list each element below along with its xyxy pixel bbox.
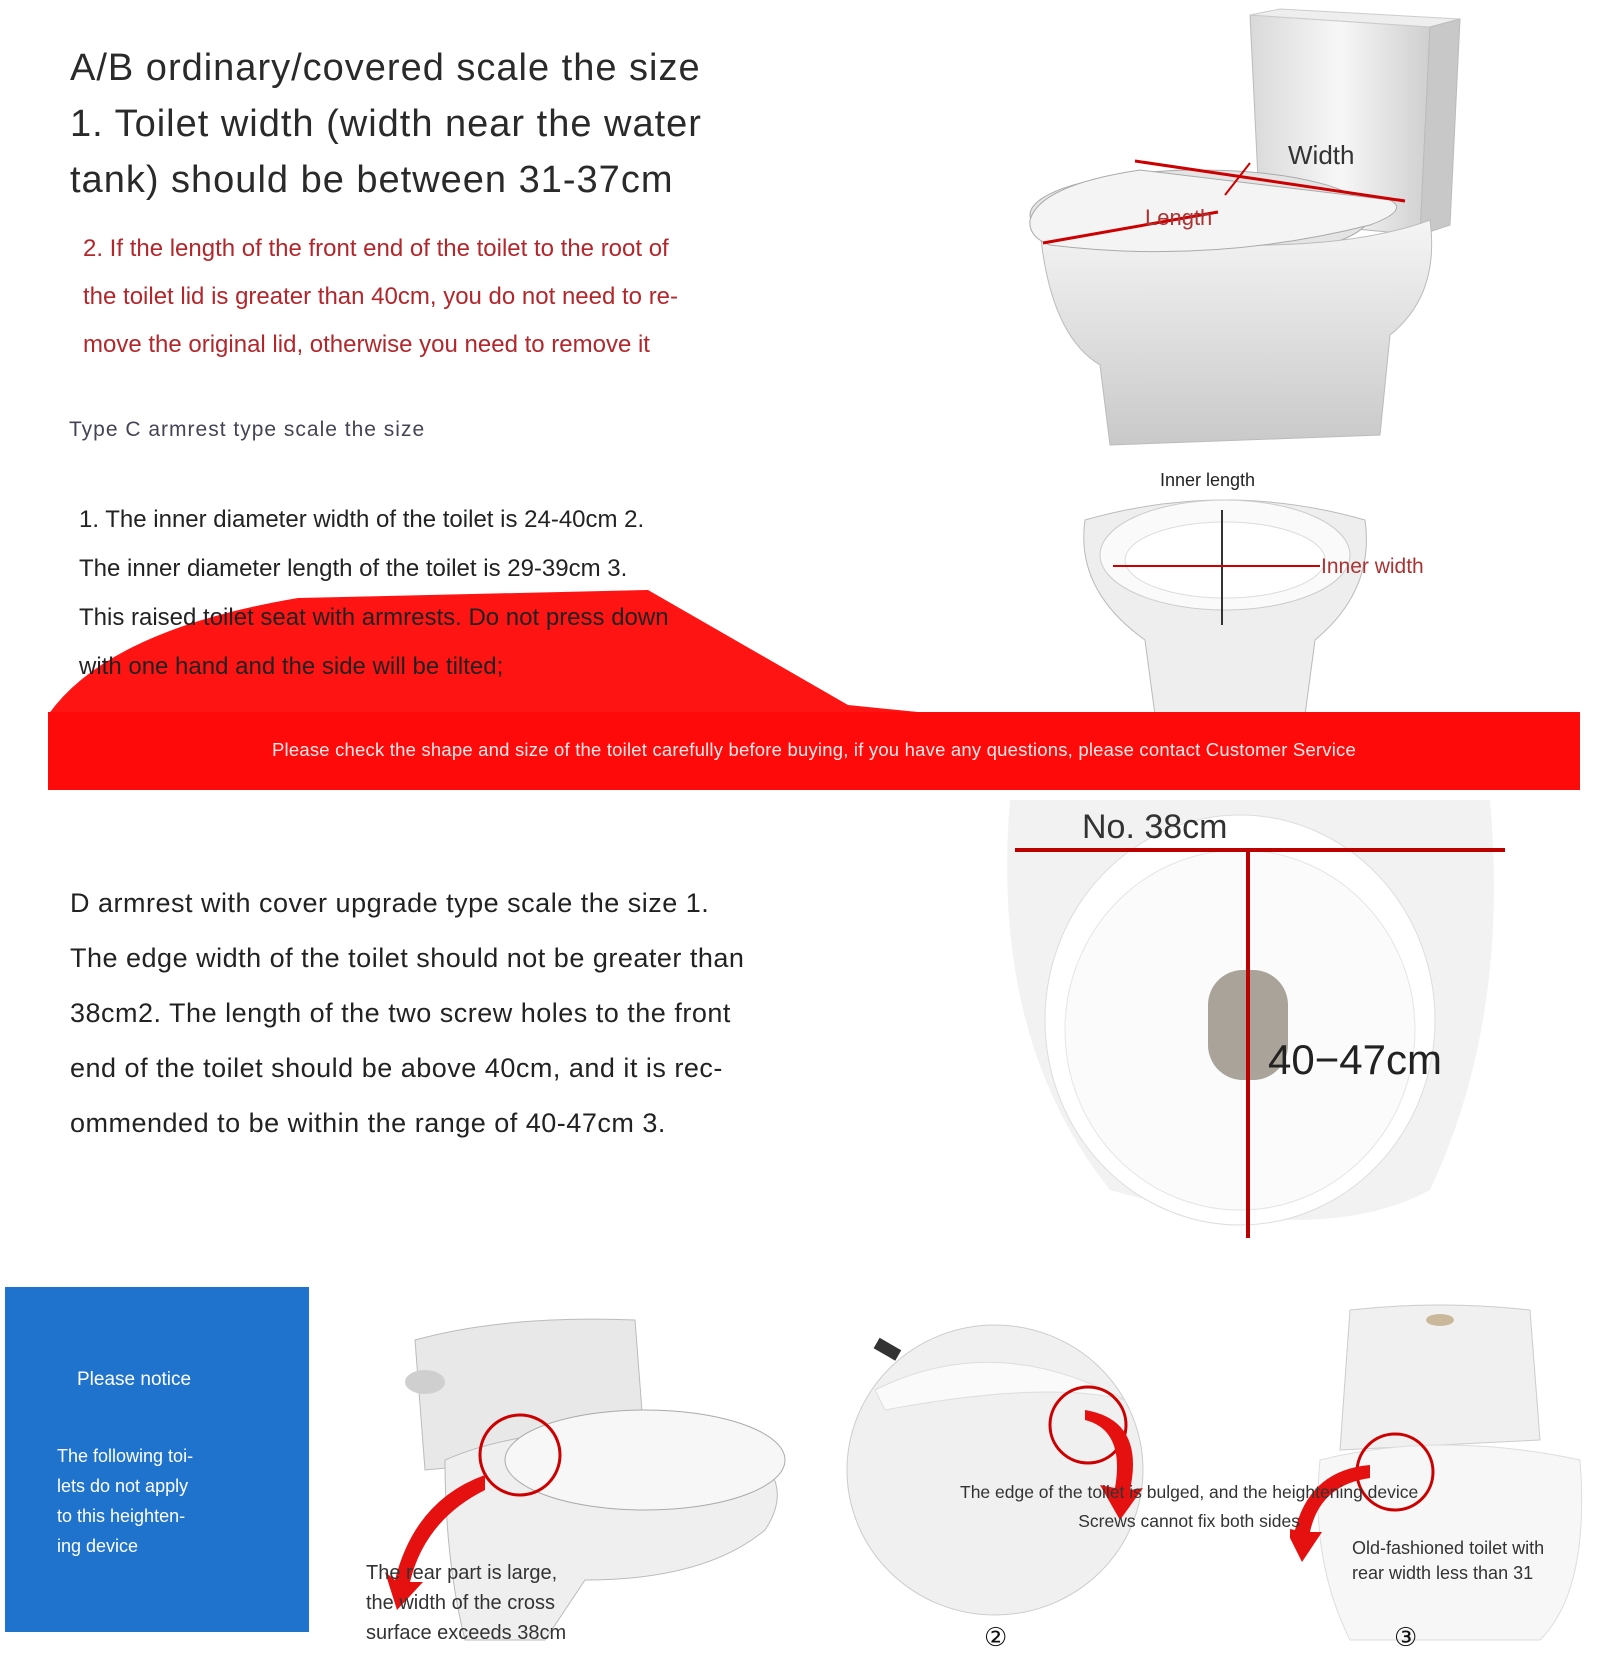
notice-line-3: to this heighten- xyxy=(57,1506,186,1526)
notice-line-2: lets do not apply xyxy=(57,1476,189,1496)
toilet-d-diagram xyxy=(990,790,1510,1240)
label-inner-width: Inner width xyxy=(1321,555,1424,578)
typec-line-3: This raised toilet seat with armrests. Do not press down xyxy=(79,604,669,631)
d-line-3: 38cm2. The length of the two screw holes to the front xyxy=(70,998,731,1028)
ab-line-3: tank) should be between 31-37cm xyxy=(70,159,674,201)
example-3-number: ③ xyxy=(1394,1622,1418,1652)
label-inner-length: Inner length xyxy=(1160,470,1256,490)
d-line-4: end of the toilet should be above 40cm, and it is rec- xyxy=(70,1053,723,1083)
example-2-number: ② xyxy=(984,1622,1008,1652)
example-3-caption-line-2: rear width less than 31 xyxy=(1352,1563,1534,1583)
ab-note-line-1: 2. If the length of the front end of the toilet to the root of xyxy=(83,235,669,262)
label-length: Length xyxy=(1145,205,1213,230)
notice-box xyxy=(5,1287,309,1632)
typec-text xyxy=(79,495,899,691)
label-d-width: No. 38cm xyxy=(1082,808,1228,846)
example-1-caption-line-1: The rear part is large, xyxy=(366,1562,558,1584)
example-2-toilet xyxy=(845,1320,1145,1620)
typec-line-4: with one hand and the side will be tilted; xyxy=(79,653,504,680)
example-3-caption xyxy=(1352,1536,1544,1586)
notice-line-4: ing device xyxy=(57,1536,139,1556)
d-line-1: D armrest with cover upgrade type scale the size 1. xyxy=(70,888,710,918)
d-text xyxy=(70,876,970,1151)
label-d-length: 40−47cm xyxy=(1268,1036,1442,1083)
example-1-caption-line-2: the width of the cross xyxy=(366,1592,555,1614)
ab-note-line-2: the toilet lid is greater than 40cm, you do not need to re- xyxy=(83,283,679,310)
warning-banner xyxy=(48,712,1580,790)
ab-note-line-3: move the original lid, otherwise you need to remove it xyxy=(83,331,650,358)
ab-heading xyxy=(70,40,950,208)
notice-body xyxy=(57,1441,287,1561)
d-line-2: The edge width of the toilet should not be greater than xyxy=(70,943,745,973)
typec-title: Type C armrest type scale the size xyxy=(69,418,426,441)
toilet-c-diagram xyxy=(1065,490,1395,715)
example-1-caption xyxy=(366,1558,566,1648)
notice-title: Please notice xyxy=(77,1369,192,1390)
ab-line-1: A/B ordinary/covered scale the size xyxy=(70,47,701,89)
example-1-caption-line-3: surface exceeds 38cm xyxy=(366,1622,567,1644)
example-2-caption xyxy=(960,1478,1418,1536)
typec-line-2: The inner diameter length of the toilet is 29-39cm 3. xyxy=(79,555,628,582)
toilet-ab-diagram xyxy=(1010,5,1510,455)
d-line-5: ommended to be within the range of 40-47cm 3. xyxy=(70,1108,666,1138)
example-2-caption-line-1: The edge of the toilet is bulged, and the heightening device xyxy=(960,1482,1419,1502)
ab-note xyxy=(83,225,883,369)
example-3-caption-line-1: Old-fashioned toilet with xyxy=(1352,1538,1545,1558)
notice-line-1: The following toi- xyxy=(57,1446,194,1466)
ab-line-2: 1. Toilet width (width near the water xyxy=(70,103,702,145)
label-width: Width xyxy=(1288,140,1355,170)
typec-line-1: 1. The inner diameter width of the toilet is 24-40cm 2. xyxy=(79,506,645,533)
warning-banner-text: Please check the shape and size of the toilet carefully before buying, if you have any questions, please contact Customer Service xyxy=(272,739,1356,760)
example-2-caption-line-2: Screws cannot fix both sides xyxy=(1078,1511,1301,1531)
